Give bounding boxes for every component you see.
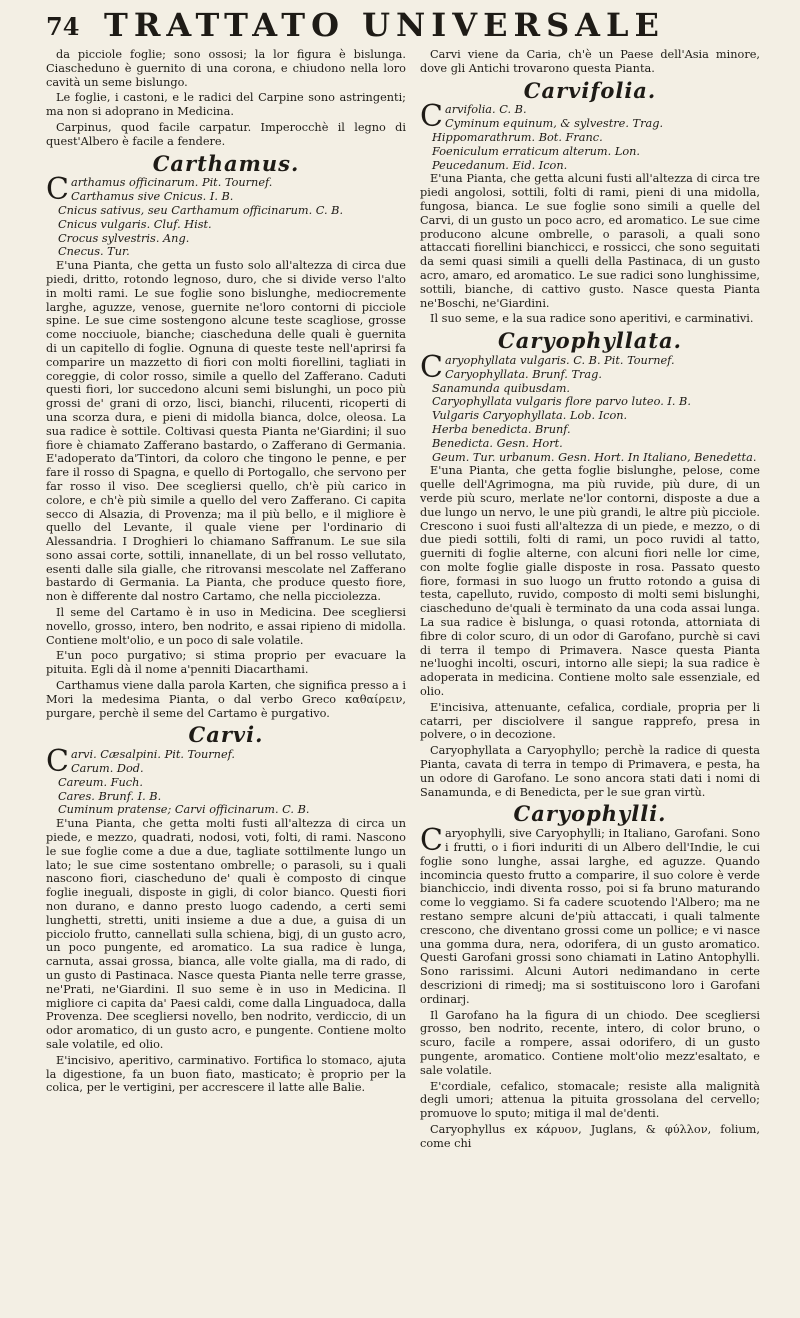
right-column [420, 48, 760, 1153]
body-paragraph: Caryophyllus ex κάρυον, Juglans, & φύλλον, folium, come chi [420, 1122, 760, 1150]
body-paragraph: Il Garofano ha la figura di un chiodo. Dee scegliersi grosso, ben nodrito, recente, intero, di color bruno, o scuro, facile a rompere, assai odorifero, di un gusto pungente, aromatico. Contiene molt'olio mezz'esaltato, e sale volatile. [420, 1008, 760, 1077]
body-paragraph: E'una Pianta, che getta foglie bislunghe, pelose, come quelle dell'Agrimogna, ma più ruvide, più dure, di un verde più scuro, merlate ne'lor contorni, disposte a due a due lungo un nervo, le une più grandi, le altre più picciole. Crescono i suoi fusti all'altezza di un piede, e mezzo, o di due piedi sottili, folti di rami, un poco ruvidi al tatto, guerniti di foglie alterne, con alcuni fiori nelle lor cime, con molte foglie gialle disposte in rosa. Passato questo fiore, formasi in suo luogo un frutto rotondo a guisa di testa, capelluto, ruvido, composto di molti semi bislunghi, ciascheduno de'quali è terminato da una coda assai lunga. La sua radice è bislunga, o quasi rotonda, attorniata di fibre di color scuro, di un odor di Garofano, purchè si cavi di terra il tempo di Primavera. Nasce questa Pianta ne'luoghi incolti, oscuri, intorno alle siepi; la sua radice è adoperata in medicina. Contiene molto sale essenziale, ed olio. [420, 464, 760, 699]
synonym-line: Foeniculum erraticum alterum. Lon. [432, 144, 640, 158]
body-paragraph: E'un poco purgativo; si stima proprio per evacuare la pituita. Egli dà il nome a'penniti Diacarthami. [46, 649, 406, 677]
synonym-line: Cares. Brunf. I. B. [58, 789, 162, 803]
synonym-line: Carvi. Cæsalpini. Pit. Tournef. [46, 744, 236, 780]
body-paragraph: Caryophyllata a Caryophyllo; perchè la radice di questa Pianta, cavata di terra in tempo di Primavera, e pesta, ha un odore di Garofano. Le sono ancora stati dati i nomi di Sanamunda, e di Benedicta, per le sue gran virtù. [420, 744, 760, 799]
synonym-line: Cnicus sativus, seu Carthamum officinarum. C. B. [58, 203, 344, 217]
running-title: TRATTATO UNIVERSALE [104, 6, 665, 44]
body-paragraph: Carthamus viene dalla parola Karten, che significa presso a i Mori la medesima Pianta, o dal verbo Greco καθαίρειν, purgare, perchè il seme del Cartamo è purgativo. [46, 679, 406, 720]
synonym-line: Cnicus vulgaris. Cluf. Hist. [58, 217, 212, 231]
intro-paragraph: Carvi viene da Caria, ch'è un Paese dell'Asia minore, dove gli Antichi trovarono questa Pianta. [420, 48, 760, 75]
synonym-line: Carthamus sive Cnicus. I. B. [70, 190, 234, 204]
synonym-line: Herba benedicta. Brunf. [432, 422, 571, 436]
synonym-line: Benedicta. Gesn. Hort. [432, 436, 563, 450]
synonym-line: Cyminum equinum, & sylvestre. Trag. [444, 117, 664, 131]
page-header [0, 6, 800, 46]
intro-paragraph: Carpinus, quod facile carpatur. Imperocchè il legno di quest'Albero è facile a fendere. [46, 120, 406, 148]
synonym-line: Caryophyllata. Brunf. Trag. [444, 367, 602, 381]
synonym-line: Carvifolia. C. B. [420, 99, 527, 135]
body-paragraph: E'una Pianta, che getta un fusto solo all'altezza di circa due piedi, dritto, rotondo legnoso, duro, che si divide verso l'alto in molti rami. Le sue foglie sono bislunghe, mediocremente larghe, aguzze, venose, guernite ne'loro contorni di picciole spine. Le sue cime sostengono alcune teste scagliose, grosse come nocciuole, bianche; ciascheduna delle quali è guernita di un capitello di foglie. Ognuna di queste teste nell'aprirsi fa comparire un mazzetto di fiori con molti fiorellini, tagliati in coreggie, di color rosso, simile a quello del Zafferano. Caduti questi fiori, lor succedono alcuni semi bislunghi, un poco più grossi de' grani di orzo, lisci, bianchi, rilucenti, ricoperti di una scorza dura, e pieni di midolla bianca, dolce, oleosa. La sua radice è sottile. Coltivasi questa Pianta ne'Giardini; il suo fiore è chiamato Zafferano bastardo, o Zafferano di Germania. E'adoperato da'Tintori, da coloro che tingono le penne, e per fare il rosso di Spagna, e quello di Portogallo, che servono per far rosso il viso. Dee scegliersi quello, ch'è più carico in colore, e ch'è più simile a quello del vero Zafferano. Ci capita secco di Alsazia, di Provenza; ma il più bello, e il migliore è quello del Levante, il quale viene per l'ordinario di Alessandria. I Droghieri lo chiamano Saffranum. Le sue sila sono assai corte, sottili, innanellate, di un bel rosso vellutato, esenti dalle sila gialle, che ritrovansi mescolate nel Zafferano bastardo di Germania. La Pianta, che produce questo fiore, non è differente dal nostro Cartamo, che nella picciolezza. [46, 259, 406, 604]
body-paragraph: E'incisiva, attenuante, cefalica, cordiale, propria per li catarri, per disciolvere il sangue rapprefo, presa in polvere, o in decozione. [420, 700, 760, 742]
synonym-line: Caryophyllata vulgaris. C. B. Pit. Tournef. [420, 349, 675, 385]
body-paragraph: E'una Pianta, che getta molti fusti all'altezza di circa un piede, e mezzo, quadrati, nodosi, voti, folti, di rami. Nascono le sue foglie come a due a due, tagliate sottilmente lungo un lato; le sue cime sostentano ombrelle; o parasoli, su i quali nascono fiori, ciascheduno de' quali è composto di cinque foglie ineguali, disposte in gigli, di color bianco. Questi fiori non durano, e danno presto luogo cadendo, a certi semi lunghetti, stretti, uniti insieme a due a due, a guisa di un picciolo frutto, cannellati sulla schiena, bigj, di un gusto acro, un poco pungente, ed aromatico. La sua radice è lunga, carnuta, assai grossa, bianca, alle volte gialla, ma di rado, di un gusto di Pastinaca. Nasce questa Pianta nelle terre grasse, ne'Prati, ne'Giardini. Il suo seme è in uso in Medicina. Il migliore ci capita da' Paesi caldi, come dalla Linguadoca, dalla Provenza. Dee scegliersi novello, ben nodrito, verdiccio, di un odor aromatico, di un gusto acro, e pungente. Contiene molto sale volatile, ed olio. [46, 817, 406, 1051]
section-title-carvifolia: Carvifolia. [523, 77, 657, 103]
left-column [46, 48, 406, 1097]
synonym-line: Crocus sylvestris. Ang. [58, 231, 190, 245]
section-title-caryophylli: Caryophylli. [513, 801, 667, 827]
intro-paragraph: Le foglie, i castoni, e le radici del Carpine sono astringenti; ma non si adoprano in Medicina. [46, 91, 406, 119]
synonym-line: Carthamus officinarum. Pit. Tournef. [46, 172, 273, 208]
synonym-line: Vulgaris Caryophyllata. Lob. Icon. [432, 409, 628, 423]
synonym-line: Cuminum pratense; Carvi officinarum. C. B. [58, 803, 310, 817]
section-title-caryophyllata: Caryophyllata. [498, 328, 682, 354]
page-number: 74 [46, 12, 80, 41]
body-paragraph: E'incisivo, aperitivo, carminativo. Fortifica lo stomaco, ajuta la digestione, fa un buon fiato, masticato; è proprio per la colica, per le vertigini, per accrescere il latte alle Balie. [46, 1053, 406, 1095]
synonym-line: Carum. Dod. [70, 762, 144, 776]
synonym-line: Sanamunda quibusdam. [432, 381, 571, 395]
body-paragraph: Il seme del Cartamo è in uso in Medicina. Dee scegliersi novello, grosso, intero, ben nodrito, e assai ripieno di midolla. Contiene molt'olio, e un poco di sale volatile. [46, 606, 406, 647]
synonym-line: Cnecus. Tur. [58, 245, 130, 259]
section-title-carvi: Carvi. [188, 722, 264, 748]
body-paragraph: Caryophylli, sive Caryophylli; in Italiano, Garofani. Sono i frutti, o i fiori induriti di un Albero dell'Indie, le cui foglie sono lunghe, assai larghe, ed aguzze. Quando incomincia questo frutto a comparire, il suo colore è verde bianchiccio, indi diventa rosso, poi si fa bruno maturando come lo veggiamo. Si fa cadere scuotendo l'Albero; ma ne restano sempre alcuni de'più attaccati, i quali talmente crescono, che diventano grossi come un pollice; e vi nasce una gomma dura, nera, odorifera, di un gusto aromatico. Questi Garofani grossi sono chiamati in Latino Antophylli. Sono rarissimi. Alcuni Autori nedimandano in certe descrizioni di rimedj; ma si sostituiscono loro i Garofani ordinarj. [420, 823, 760, 1006]
body-paragraph: Il suo seme, e la sua radice sono aperitivi, e carminativi. [430, 312, 754, 326]
synonym-line: Peucedanum. Eid. Icon. [432, 158, 568, 172]
synonym-line: Caryophyllata vulgaris flore parvo luteo. I. B. [432, 395, 691, 409]
intro-paragraph: da picciole foglie; sono ossosi; la lor figura è bislunga. Ciascheduno è guernito di una corona, e chiudono nella loro cavità un seme bislungo. [46, 48, 406, 89]
body-paragraph: E'una Pianta, che getta alcuni fusti all'altezza di circa tre piedi angolosi, sottili, folti di rami, pieni di una midolla, fungosa, bianca. Le sue foglie sono simili a quelle del Carvi, di un gusto un poco acro, ed aromatico. Le sue cime producono alcune ombrelle, o parasoli, a quali sono attaccati fiorellini bianchicci, e rossicci, che sono seguitati da semi quasi simili a quelli della Pastinaca, di un gusto acro, amaro, ed aromatico. Le sue radici sono lunghissime, sottili, bianche, di cattivo gusto. Nasce questa Pianta ne'Boschi, ne'Giardini. [420, 172, 760, 310]
synonym-line: Geum. Tur. urbanum. Gesn. Hort. In Italiano, Benedetta. [432, 450, 757, 464]
body-paragraph: E'cordiale, cefalico, stomacale; resiste alla malignità degli umori; attenua la pituita grossolana del cervello; promuove lo sputo; mitiga il mal de'denti. [420, 1079, 760, 1121]
synonym-line: Hippomarathrum. Bot. Franc. [432, 130, 603, 144]
synonym-line: Careum. Fuch. [58, 775, 143, 789]
section-title-carthamus: Carthamus. [152, 150, 300, 176]
